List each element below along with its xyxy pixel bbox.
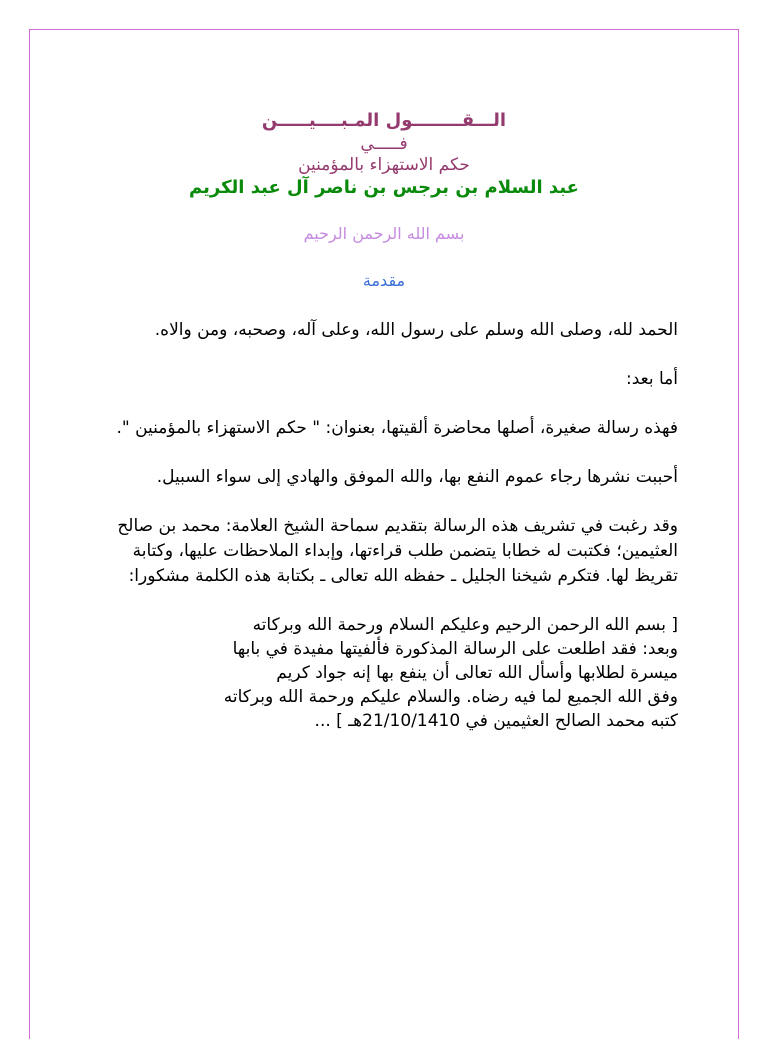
quote-line: كتبه محمد الصالح العثيمين في 21/10/1410هـ ] ...	[314, 711, 678, 731]
paragraph-risala: فهذه رسالة صغيرة، أصلها محاضرة ألقيتها، بعنوان: " حكم الاستهزاء بالمؤمنين ".	[116, 418, 678, 438]
title-connector: فـــــي	[360, 134, 408, 154]
quote-line: وفق الله الجميع لما فيه رضاه. والسلام عليكم ورحمة الله وبركاته	[223, 687, 678, 707]
document-title: الـــقــــــــول المـبــــيـــــن	[261, 110, 507, 131]
paragraph-taqdim: وقد رغبت في تشريف هذه الرسالة بتقديم سماحة الشيخ العلامة: محمد بن صالح العثيمين؛ فكتبت له خطابا يتضمن طلب قراءتها، وإبداء الملاحظات عليها، وكتابة تقريظ لها. فتكرم شيخنا الجليل ـ حفظه الله تعالى ـ بكتابة هذه الكلمة مشكورا:	[117, 516, 678, 586]
quote-line: ميسرة لطلابها وأسأل الله تعالى أن ينفع بها إنه جواد كريم	[276, 663, 678, 683]
document-subtitle: حكم الاستهزاء بالمؤمنين	[298, 155, 470, 175]
paragraph-praise: الحمد لله، وصلى الله وسلم على رسول الله، وعلى آله، وصحبه، ومن والاه.	[154, 320, 678, 340]
paragraph-nashr: أحببت نشرها رجاء عموم النفع بها، والله الموفق والهادي إلى سواء السبيل.	[156, 467, 678, 487]
basmala: بسم الله الرحمن الرحيم	[303, 224, 465, 243]
quote-line: وبعد: فقد اطلعت على الرسالة المذكورة فألفيتها مفيدة في بابها	[232, 639, 678, 659]
endorsement-quote	[90, 613, 678, 733]
paragraph-amma-baad: أما بعد:	[626, 369, 678, 389]
intro-heading: مقدمة	[362, 271, 406, 290]
author-name: عبد السلام بن برجس بن ناصر آل عبد الكريم	[189, 177, 579, 198]
quote-line: [ بسم الله الرحمن الرحيم وعليكم السلام ورحمة الله وبركاته	[252, 615, 678, 635]
document-body	[90, 108, 678, 733]
